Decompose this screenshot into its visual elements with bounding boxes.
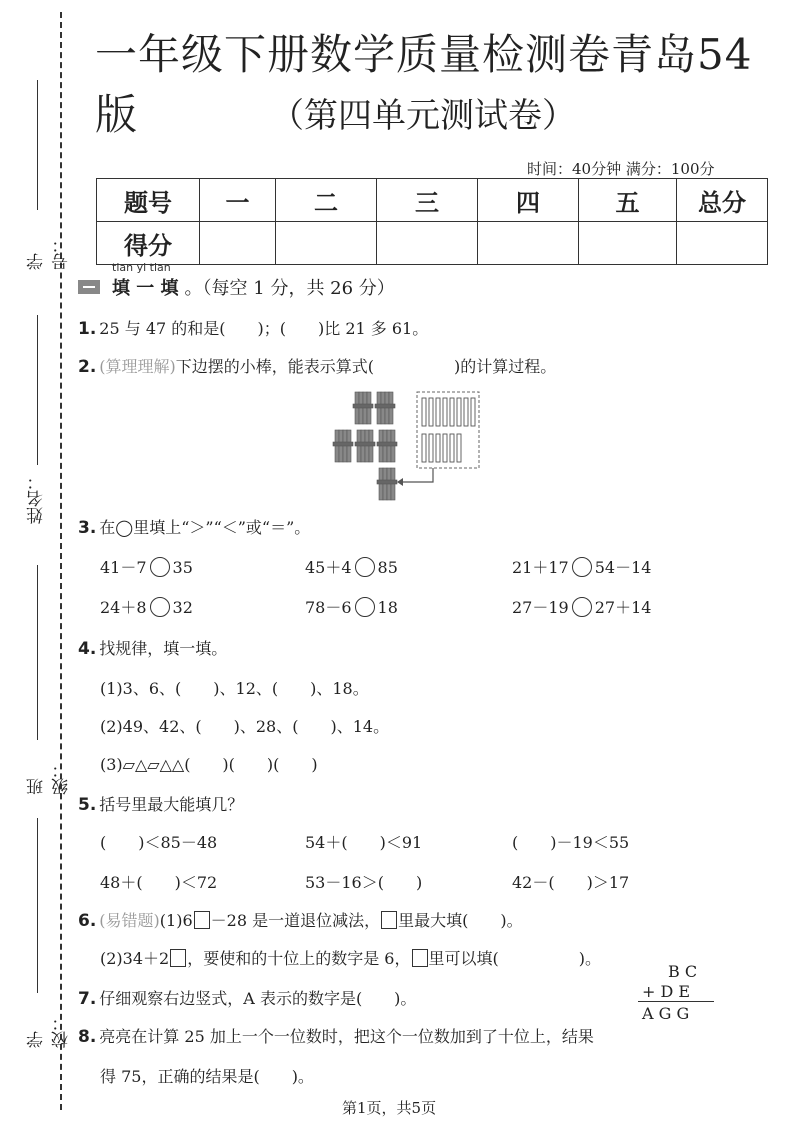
compare-circle[interactable] xyxy=(150,557,170,577)
pattern-line: (2)49、42、( )、28、( )、14。 xyxy=(100,717,390,736)
header-cell: 三 xyxy=(377,179,478,222)
compare-right: 35 xyxy=(172,558,193,577)
calc-row-1: B C xyxy=(668,962,698,981)
question-text: 找规律，填一填。 xyxy=(99,639,228,658)
question-text: 25 与 47 的和是( )；( )比 21 多 61。 xyxy=(99,319,429,338)
student-no-blank xyxy=(37,80,38,210)
header-cell: 五 xyxy=(579,179,677,222)
digit-box xyxy=(381,911,397,929)
page-footer: 第1页，共5页 xyxy=(342,1099,437,1117)
school-blank xyxy=(37,818,38,993)
question-6 xyxy=(78,908,523,931)
score-table-header-row xyxy=(97,179,768,222)
digit-box xyxy=(412,949,428,967)
score-cell[interactable] xyxy=(677,222,768,265)
name-field[interactable] xyxy=(18,315,58,525)
score-cell[interactable] xyxy=(276,222,377,265)
student-no-field[interactable] xyxy=(18,80,72,270)
binding-dashed-line xyxy=(60,12,62,1110)
compare-left: 45＋4 xyxy=(305,558,352,577)
page-title: 一年级下册数学质量检测卷青岛54版 xyxy=(95,30,753,139)
compare-right: 85 xyxy=(377,558,398,577)
fill-item: 54＋( )＜91 xyxy=(305,833,423,852)
score-cell[interactable] xyxy=(200,222,276,265)
question-1 xyxy=(78,316,428,339)
question-number: 1. xyxy=(78,319,97,339)
question-8 xyxy=(78,1024,594,1047)
q6-part: 里最大填( )。 xyxy=(398,911,523,930)
stick-bundle xyxy=(353,392,373,424)
class-field[interactable] xyxy=(18,565,72,795)
page-subtitle: （第四单元测试卷） xyxy=(270,96,576,136)
compare-circle[interactable] xyxy=(572,557,592,577)
question-text: 仔细观察右边竖式，A 表示的数字是( )。 xyxy=(99,989,417,1008)
question-3 xyxy=(78,515,310,538)
section-note: 。（每空 1 分，共 26 分） xyxy=(184,278,395,299)
header-cell: 总分 xyxy=(677,179,768,222)
score-table xyxy=(96,178,768,265)
question-tag: (算理理解) xyxy=(99,357,176,376)
fill-item: 42－( )＞17 xyxy=(512,873,630,892)
school-label: 学校： xyxy=(27,1014,72,1048)
compare-item xyxy=(512,595,651,618)
question-4 xyxy=(78,636,227,659)
question-tag: (易错题) xyxy=(99,911,160,930)
q6-part: 里可以填( )。 xyxy=(428,949,601,968)
fill-item: 53－16＞( ) xyxy=(305,873,423,892)
compare-left: 78－6 xyxy=(305,598,352,617)
compare-item xyxy=(512,555,651,578)
compare-circle[interactable] xyxy=(572,597,592,617)
question-8-line-2: 得 75，正确的结果是( )。 xyxy=(100,1067,314,1086)
section-title: 填 一 填 xyxy=(112,278,179,299)
q6-part: ，要使和的十位上的数字是 6， xyxy=(187,949,411,968)
digit-box[interactable] xyxy=(170,949,186,967)
compare-right: 32 xyxy=(172,598,193,617)
compare-circle[interactable] xyxy=(355,597,375,617)
question-number: 5. xyxy=(78,795,97,815)
section-pinyin: tian yi tian xyxy=(112,261,171,274)
header-cell: 一 xyxy=(200,179,276,222)
question-7 xyxy=(78,986,416,1009)
compare-item xyxy=(305,555,398,578)
calc-rule xyxy=(638,1001,714,1002)
score-cell[interactable] xyxy=(377,222,478,265)
fill-item: 48＋( )＜72 xyxy=(100,873,218,892)
class-blank xyxy=(37,565,38,740)
q6-part: (2)34＋2 xyxy=(100,949,170,968)
header-cell: 四 xyxy=(478,179,579,222)
name-blank xyxy=(37,315,38,465)
compare-right: 54－14 xyxy=(594,558,652,577)
compare-circle[interactable] xyxy=(355,557,375,577)
question-2 xyxy=(78,354,556,377)
score-table-score-row xyxy=(97,222,768,265)
question-number: 4. xyxy=(78,639,97,659)
calc-row-2: + D E xyxy=(642,982,691,1001)
compare-left: 41－7 xyxy=(100,558,147,577)
question-6-part-2 xyxy=(100,946,601,969)
compare-item xyxy=(100,595,193,618)
question-number: 8. xyxy=(78,1027,97,1047)
compare-left: 24＋8 xyxy=(100,598,147,617)
class-label: 班级： xyxy=(27,761,72,795)
compare-left: 27－19 xyxy=(512,598,569,617)
score-label-cell: 得分 xyxy=(97,222,200,265)
compare-right: 27＋14 xyxy=(594,598,652,617)
name-label: 姓名： xyxy=(27,473,47,524)
question-text: 下边摆的小棒，能表示算式( )的计算过程。 xyxy=(175,357,557,376)
pattern-line: (3)▱△▱△△( )( )( ) xyxy=(100,755,318,774)
compare-item xyxy=(305,595,398,618)
pattern-line: (1)3、6、( )、12、( )、18。 xyxy=(100,679,369,698)
fill-item: ( )＜85－48 xyxy=(100,833,218,852)
header-cell: 二 xyxy=(276,179,377,222)
question-number: 7. xyxy=(78,989,97,1009)
digit-box[interactable] xyxy=(194,911,210,929)
question-text: 在◯里填上“＞”“＜”或“＝”。 xyxy=(99,518,311,537)
header-cell: 题号 xyxy=(97,179,200,222)
fill-item: ( )－19＜55 xyxy=(512,833,630,852)
calc-row-3: A G G xyxy=(642,1004,690,1023)
compare-right: 18 xyxy=(377,598,398,617)
question-5 xyxy=(78,792,243,815)
q6-part: －28 是一道退位减法， xyxy=(210,911,381,930)
question-number: 2. xyxy=(78,357,97,377)
question-number: 3. xyxy=(78,518,97,538)
question-number: 6. xyxy=(78,911,97,931)
score-cell[interactable] xyxy=(579,222,677,265)
q6-part: (1)6 xyxy=(159,911,193,930)
score-cell[interactable] xyxy=(478,222,579,265)
section-number-badge xyxy=(78,280,100,294)
school-field[interactable] xyxy=(18,818,72,1048)
student-no-label: 学号： xyxy=(27,236,72,270)
question-text: 括号里最大能填几？ xyxy=(99,795,244,814)
sticks-illustration xyxy=(325,388,485,503)
compare-item xyxy=(100,555,193,578)
compare-left: 21＋17 xyxy=(512,558,569,577)
time-info: 时间：40分钟 满分：100分 xyxy=(527,160,715,178)
section-heading xyxy=(112,274,395,300)
compare-circle[interactable] xyxy=(150,597,170,617)
question-text: 亮亮在计算 25 加上一个一位数时，把这个一位数加到了十位上，结果 xyxy=(99,1027,594,1046)
